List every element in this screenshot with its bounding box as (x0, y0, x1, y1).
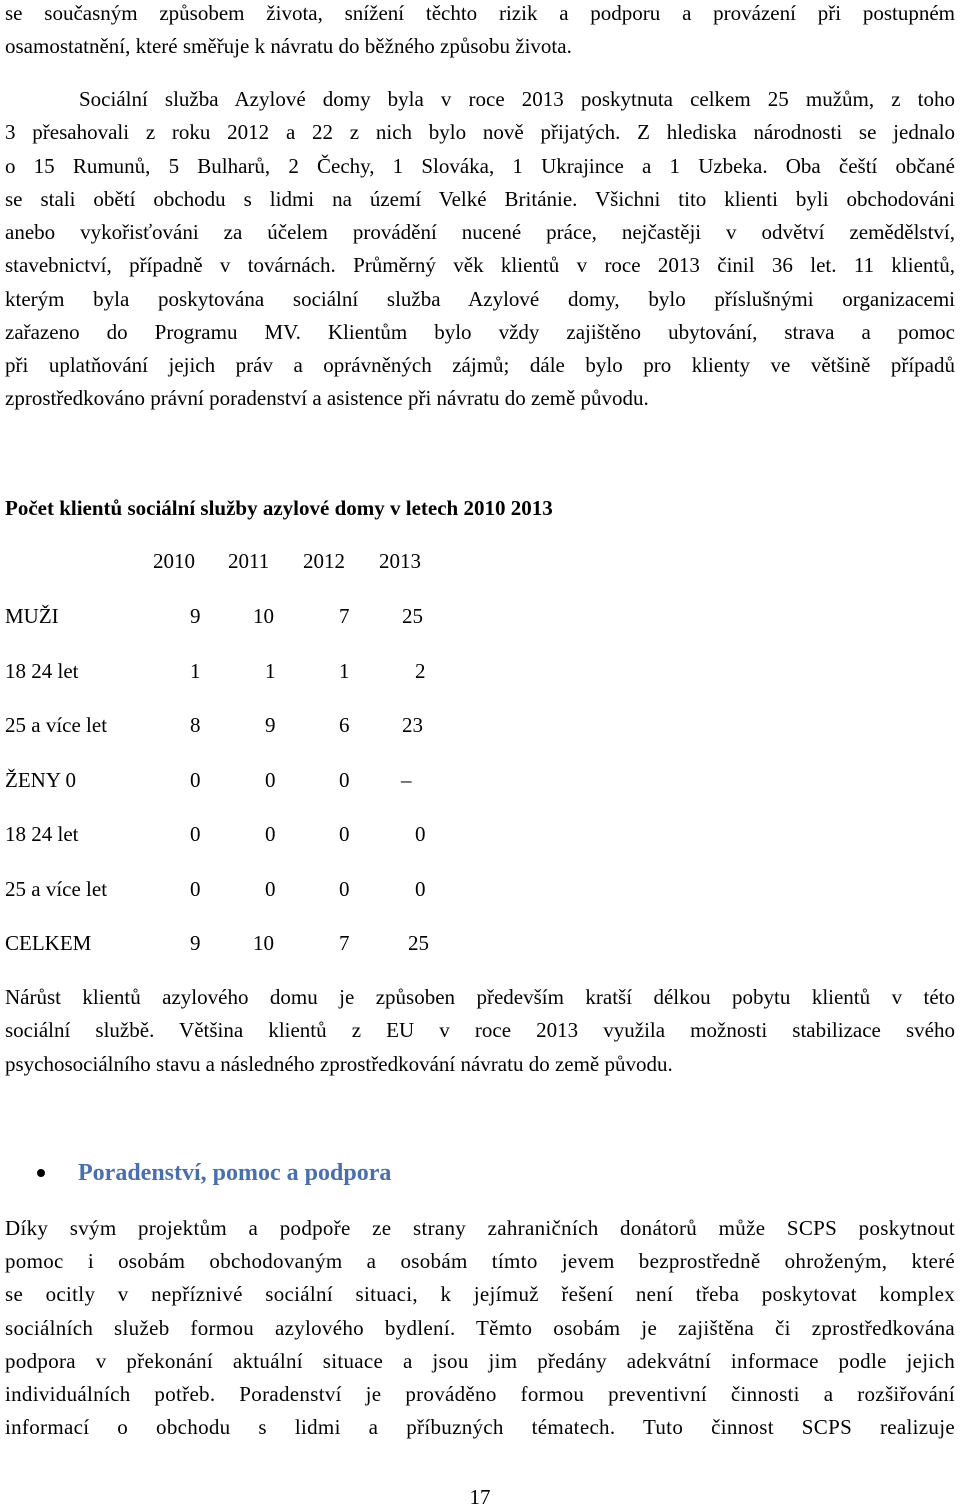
table-row (5, 874, 955, 904)
page-number: 17 (469, 1485, 491, 1509)
row-label: 18 24 let (5, 822, 79, 846)
table-cell: 10 (253, 604, 274, 628)
table-cell: 0 (339, 768, 350, 792)
text-line: anebo vykořisťováni za účelem provádění nucené práce, nejčastěji v odvětví zemědělství, (5, 220, 955, 244)
text-line: psychosociálního stavu a následného zprostředkování návratu do země původu. (5, 1052, 673, 1076)
table-cell: – (401, 768, 412, 792)
text-line: informací o obchodu s lidmi a příbuzných tématech. Tuto činnost SCPS realizuje (5, 1415, 955, 1439)
row-label: ŽENY 0 (5, 768, 76, 792)
table-title: Počet klientů sociální služby azylové domy v letech 2010 2013 (5, 496, 553, 520)
text-line: Díky svým projektům a podpoře ze strany zahraničních donátorů může SCPS poskytnout (5, 1216, 955, 1240)
text-line: podpora v překonání aktuální situace a jsou jim předány adekvátní informace podle jejich (5, 1349, 955, 1373)
table-cell: 23 (402, 713, 423, 737)
table-row (5, 601, 955, 631)
table-cell: 25 (408, 931, 429, 955)
year-header: 2013 (379, 549, 421, 573)
text-line: se ocitly v nepříznivé sociální situaci, k jejímuž řešení není třeba poskytovat komplex (5, 1282, 955, 1306)
bullet-icon (37, 1169, 45, 1177)
table-cell: 0 (190, 822, 201, 846)
row-label: 18 24 let (5, 659, 79, 683)
year-header: 2012 (303, 549, 345, 573)
table-cell: 0 (265, 822, 276, 846)
text-line: kterým byla poskytována sociální služba Azylové domy, bylo příslušnými organizacemi (5, 287, 955, 311)
table-cell: 9 (190, 604, 201, 628)
table-cell: 0 (339, 822, 350, 846)
table-cell: 25 (402, 604, 423, 628)
table-cell: 2 (415, 659, 426, 683)
table-cell: 10 (253, 931, 274, 955)
table-cell: 1 (265, 659, 276, 683)
table-cell: 8 (190, 713, 201, 737)
table-cell: 1 (339, 659, 350, 683)
table-cell: 0 (190, 877, 201, 901)
table-cell: 6 (339, 713, 350, 737)
text-line: se současným způsobem života, snížení těchto rizik a podporu a provázení při postupném (5, 1, 955, 25)
text-line: osamostatnění, které směřuje k návratu do běžného způsobu života. (5, 34, 572, 58)
section-heading: Poradenství, pomoc a podpora (78, 1160, 392, 1186)
row-label: 25 a více let (5, 713, 108, 737)
text-line: stavebnictví, případně v továrnách. Průměrný věk klientů v roce 2013 činil 36 let. 11 klientů, (5, 253, 955, 277)
row-label: CELKEM (5, 931, 92, 955)
text-line: při uplatňování jejich práv a oprávněných zájmů; dále bylo pro klienty ve většině případů (5, 353, 955, 377)
text-line: zprostředkováno právní poradenství a asistence při návratu do země původu. (5, 386, 649, 410)
table-cell: 0 (415, 877, 426, 901)
table-cell: 0 (265, 768, 276, 792)
text-line: sociální službě. Většina klientů z EU v roce 2013 využila možnosti stabilizace svého (5, 1018, 955, 1042)
text-line: o 15 Rumunů, 5 Bulharů, 2 Čechy, 1 Slováka, 1 Ukrajince a 1 Uzbeka. Oba čeští občané (5, 154, 955, 178)
text-line: Sociální služba Azylové domy byla v roce 2013 poskytnuta celkem 25 mužům, z toho (79, 87, 955, 111)
table-cell: 0 (415, 822, 426, 846)
table-cell: 7 (339, 931, 350, 955)
year-header: 2010 (153, 549, 195, 573)
table-cell: 0 (339, 877, 350, 901)
table-cell: 1 (190, 659, 201, 683)
table-row (5, 656, 955, 686)
row-label: 25 a více let (5, 877, 108, 901)
table-cell: 9 (265, 713, 276, 737)
text-line: sociálních služeb formou azylového bydlení. Těmto osobám je zajištěna či zprostředkována (5, 1316, 955, 1340)
text-line: zařazeno do Programu MV. Klientům bylo vždy zajištěno ubytování, strava a pomoc (5, 320, 955, 344)
table-row (5, 710, 955, 740)
table-cell: 0 (265, 877, 276, 901)
text-line: Nárůst klientů azylového domu je způsoben především kratší délkou pobytu klientů v této (5, 985, 955, 1009)
text-line: se stali obětí obchodu s lidmi na území Velké Británie. Všichni tito klienti byli obchodováni (5, 187, 955, 211)
text-line: individuálních potřeb. Poradenství je prováděno formou preventivní činnosti a rozšiřování (5, 1382, 955, 1406)
year-header: 2011 (228, 549, 270, 573)
table-cell: 9 (190, 931, 201, 955)
text-line: 3 přesahovali z roku 2012 a 22 z nich bylo nově přijatých. Z hlediska národnosti se jednalo (5, 120, 955, 144)
text-line: pomoc i osobám obchodovaným a osobám tímto jevem bezprostředně ohroženým, které (5, 1249, 955, 1273)
table-row (5, 819, 955, 849)
table-cell: 7 (339, 604, 350, 628)
table-row (5, 765, 955, 795)
table-row-total (5, 928, 955, 958)
row-label: MUŽI (5, 604, 59, 628)
table-cell: 0 (190, 768, 201, 792)
table-header-row (5, 546, 955, 576)
